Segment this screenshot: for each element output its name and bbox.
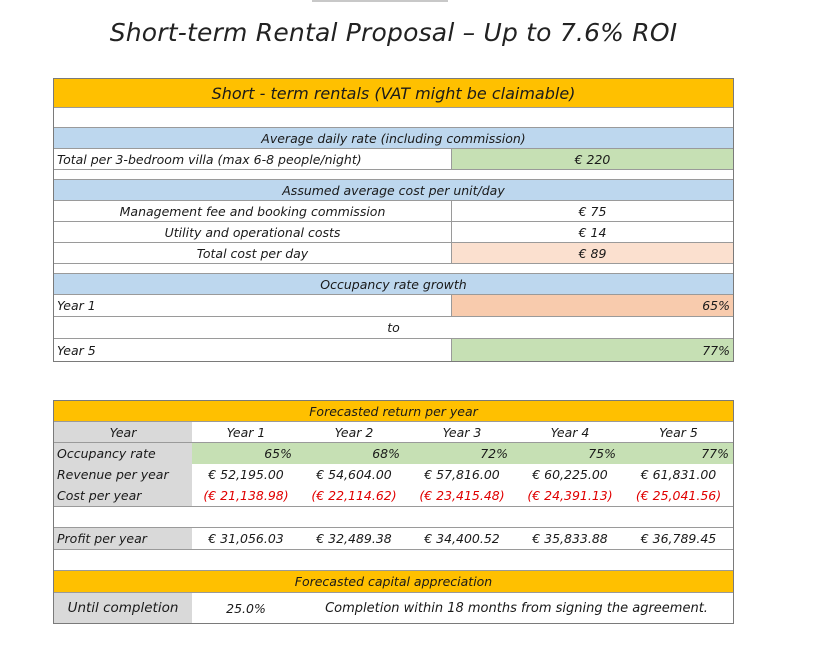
year-header: Year 5 — [659, 424, 698, 440]
cost-label: Utility and operational costs — [54, 222, 452, 242]
cost-value: € 75 — [578, 203, 607, 219]
forecast-table — [53, 400, 734, 624]
revenue-value: € 57,816.00 — [424, 467, 500, 482]
cost-header: Assumed average cost per unit/day — [54, 180, 733, 200]
revenue-value: € 52,195.00 — [208, 467, 284, 482]
villa-label: Total per 3-bedroom villa (max 6-8 people/night) — [54, 149, 452, 169]
spacer-row — [54, 264, 733, 273]
spacer-row — [54, 507, 733, 527]
year-header: Year 3 — [442, 424, 482, 440]
profit-label: Profit per year — [54, 528, 192, 549]
cost-value: € 14 — [578, 224, 607, 240]
capital-appreciation-header: Forecasted capital appreciation — [54, 571, 733, 592]
villa-value: € 220 — [452, 149, 733, 169]
total-cost-value: € 89 — [452, 243, 733, 263]
completion-note: Completion within 18 months from signing the agreement. — [325, 600, 708, 616]
revenue-value: € 60,225.00 — [532, 467, 608, 482]
occupancy-rate-label: Occupancy rate — [54, 443, 192, 464]
spacer-row — [54, 170, 733, 179]
profit-value: € 35,833.88 — [532, 531, 608, 546]
year-column-header: Year — [54, 422, 192, 442]
cost-per-year-value: (€ 21,138.98) — [203, 488, 289, 503]
revenue-label: Revenue per year — [54, 464, 192, 485]
year-header: Year 1 — [226, 424, 266, 440]
cost-per-year-label: Cost per year — [54, 485, 192, 506]
cost-label: Management fee and booking commission — [54, 201, 452, 221]
cost-per-year-value: (€ 24,391.13) — [527, 488, 613, 503]
profit-value: € 31,056.03 — [208, 531, 284, 546]
occupancy-rate-value: 77% — [624, 443, 733, 464]
occupancy-to-label: to — [387, 320, 400, 335]
profit-value: € 34,400.52 — [424, 531, 500, 546]
page-title: Short-term Rental Proposal – Up to 7.6% ROI — [109, 18, 678, 47]
year-header: Year 2 — [334, 424, 374, 440]
occupancy-year1-value: 65% — [452, 295, 733, 316]
section-header: Short - term rentals (VAT might be claimable) — [54, 79, 733, 107]
spacer-row — [54, 108, 733, 127]
profit-value: € 36,789.45 — [640, 531, 717, 546]
occupancy-year1-label: Year 1 — [54, 295, 452, 316]
until-completion-label: Until completion — [54, 593, 192, 623]
occupancy-header: Occupancy rate growth — [54, 274, 733, 294]
revenue-value: € 61,831.00 — [640, 467, 717, 482]
total-cost-label: Total cost per day — [54, 243, 452, 263]
top-divider — [312, 0, 448, 2]
adr-header: Average daily rate (including commission) — [54, 128, 733, 148]
occupancy-rate-value: 65% — [192, 443, 300, 464]
occupancy-rate-value: 75% — [516, 443, 624, 464]
year-header: Year 4 — [550, 424, 590, 440]
cost-per-year-value: (€ 23,415.48) — [419, 488, 505, 503]
occupancy-rate-value: 68% — [300, 443, 408, 464]
revenue-value: € 54,604.00 — [316, 467, 392, 482]
cost-per-year-value: (€ 22,114.62) — [311, 488, 397, 503]
occupancy-year5-value: 77% — [452, 339, 733, 361]
spacer-row — [54, 550, 733, 570]
short-term-rentals-table — [53, 78, 734, 362]
profit-value: € 32,489.38 — [316, 531, 392, 546]
appreciation-value: 25.0% — [226, 600, 266, 616]
occupancy-year5-label: Year 5 — [54, 339, 452, 361]
forecast-header: Forecasted return per year — [54, 401, 733, 421]
cost-per-year-value: (€ 25,041.56) — [635, 488, 722, 503]
occupancy-rate-value: 72% — [408, 443, 516, 464]
